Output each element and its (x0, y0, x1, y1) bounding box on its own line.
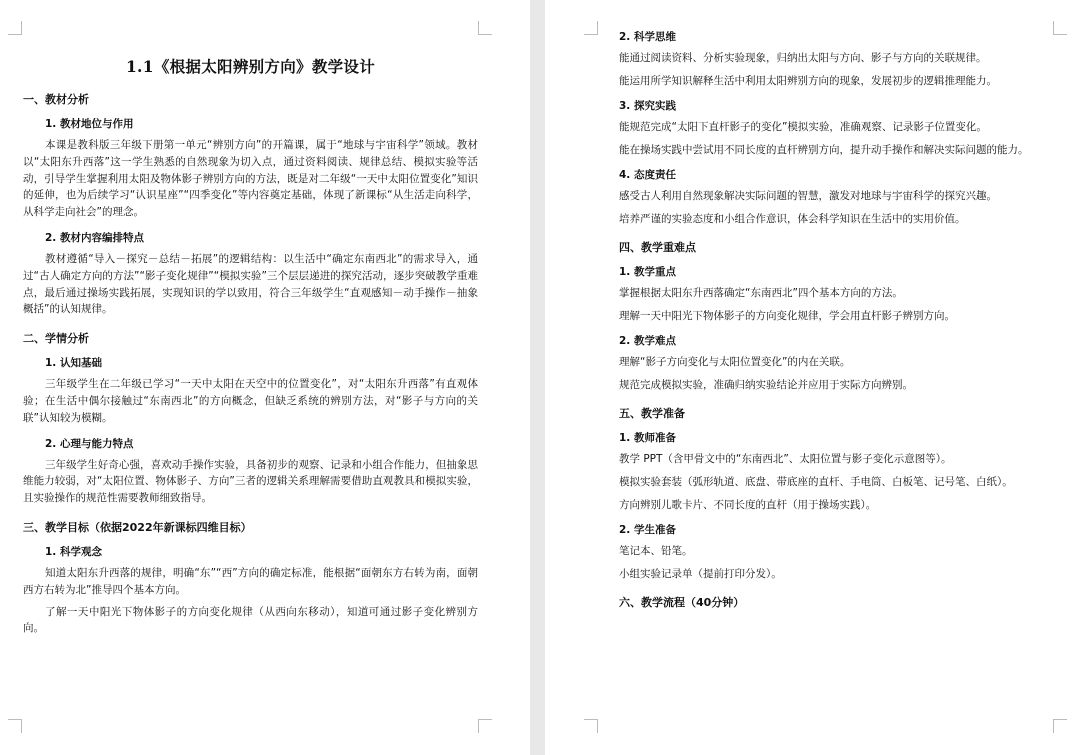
text-line: 理解一天中阳光下物体影子的方向变化规律，学会用直杆影子辨别方向。 (619, 310, 955, 322)
paragraph: 知道太阳东升西落的规律，明确“东”“西”方向的确定标准，能根据“面朝东方右转为南，面朝西方右转为北”推导四个基本方向。 (23, 566, 478, 596)
text-line: 能在操场实践中尝试用不同长度的直杆辨别方向，提升动手操作和解决实际问题的能力。 (619, 144, 1029, 156)
section-heading: 四、教学重难点 (619, 241, 696, 254)
text-line: 理解“影子方向变化与太阳位置变化”的内在关联。 (619, 356, 851, 368)
text-line: 笔记本、铅笔。 (619, 545, 693, 557)
paragraph: 本课是教科版三年级下册第一单元“辨别方向”的开篇课，属于“地球与宇宙科学”领域。教材以“太阳东升西落”这一学生熟悉的自然现象为切入点，通过资料阅读、规律总结、模拟实验等活动，引导学生掌握利用太阳及物体影子辨别方向的方法，既是对二年级“一天中太阳位置变化”知识的延伸，也为后续学习“认识星座”“四季变化”等内容奠定基础，体现了新课标“从生活走向科学，从科学走向社会”的理念。 (23, 139, 478, 219)
document-title: 1.1《根据太阳辨别方向》教学设计 (125, 57, 376, 76)
page-corner-mark (584, 21, 598, 35)
document-page-right (545, 0, 1080, 755)
paragraph: 了解一天中阳光下物体影子的方向变化规律（从西向东移动），知道可通过影子变化辨别方向。 (23, 605, 478, 635)
page-corner-mark (8, 719, 22, 733)
text-line: 规范完成模拟实验，准确归纳实验结论并应用于实际方向辨别。 (619, 379, 913, 391)
page-corner-mark (1053, 21, 1067, 35)
paragraph: 三年级学生好奇心强，喜欢动手操作实验，具备初步的观察、记录和小组合作能力，但抽象思维能力较弱，对“太阳位置、物体影子、方向”三者的逻辑关系理解需要借助直观教具和模拟实验，且实验操作的规范性需要教师细致指导。 (23, 458, 478, 505)
section-heading: 五、教学准备 (619, 407, 685, 420)
subsection-heading: 3. 探究实践 (619, 100, 676, 112)
subsection-heading: 1. 教师准备 (619, 432, 676, 444)
text-line: 能规范完成“太阳下直杆影子的变化”模拟实验，准确观察、记录影子位置变化。 (619, 121, 987, 133)
text-line: 方向辨别儿歌卡片、不同长度的直杆（用于操场实践）。 (619, 499, 877, 511)
page-corner-mark (478, 21, 492, 35)
subsection-heading: 2. 心理与能力特点 (45, 437, 134, 450)
subsection-heading: 1. 教材地位与作用 (45, 118, 134, 130)
section-heading: 六、教学流程（40分钟） (619, 596, 745, 609)
text-line: 感受古人利用自然现象解决实际问题的智慧，激发对地球与宇宙科学的探究兴趣。 (619, 190, 997, 202)
subsection-heading: 2. 学生准备 (619, 524, 676, 536)
subsection-heading: 1. 认知基础 (45, 357, 102, 370)
section-heading: 二、学情分析 (23, 332, 89, 346)
subsection-heading: 4. 态度责任 (619, 169, 676, 181)
page-corner-mark (478, 719, 492, 733)
page-corner-mark (1053, 719, 1067, 733)
page-corner-mark (584, 719, 598, 733)
text-line: 小组实验记录单（提前打印分发）。 (619, 568, 782, 580)
paragraph: 三年级学生在二年级已学习“一天中太阳在天空中的位置变化”，对“太阳东升西落”有直观体验；在生活中偶尔接触过“东南西北”的方向概念，但缺乏系统的辨别方法，对“影子与方向的关联”认知较为模糊。 (23, 378, 478, 424)
page-corner-mark (8, 21, 22, 35)
subsection-heading: 1. 教学重点 (619, 266, 676, 278)
page-content (23, 0, 478, 637)
text-line: 能通过阅读资料、分析实验现象，归纳出太阳与方向、影子与方向的关联规律。 (619, 52, 987, 64)
section-heading: 一、教材分析 (23, 93, 89, 106)
text-line: 能运用所学知识解释生活中利用太阳辨别方向的现象，发展初步的逻辑推理能力。 (619, 75, 997, 87)
subsection-heading: 1. 科学观念 (45, 545, 102, 558)
document-page-left (0, 0, 530, 755)
text-line: 培养严谨的实验态度和小组合作意识，体会科学知识在生活中的实用价值。 (619, 213, 966, 225)
text-line: 模拟实验套装（弧形轨道、底盘、带底座的直杆、手电筒、白板笔、记号笔、白纸）。 (619, 476, 1013, 488)
section-heading: 三、教学目标（依据2022年新课标四维目标） (23, 520, 252, 534)
subsection-heading: 2. 教学难点 (619, 335, 676, 347)
paragraph: 教材遵循“导入－探究－总结－拓展”的逻辑结构：以生活中“确定东南西北”的需求导入，通过“古人确定方向的方法”“影子变化规律”“模拟实验”三个层层递进的探究活动，逐步突破教学重难点，最后通过操场实践拓展，实现知识的学以致用，符合三年级学生“直观感知－动手操作－抽象概括”的认知规律。 (23, 252, 478, 316)
subsection-heading: 2. 科学思维 (619, 31, 676, 43)
page-content (598, 29, 1048, 619)
text-line: 教学 PPT（含甲骨文中的“东南西北”、太阳位置与影子变化示意图等）。 (619, 453, 952, 465)
subsection-heading: 2. 教材内容编排特点 (45, 231, 144, 244)
text-line: 掌握根据太阳东升西落确定“东南西北”四个基本方向的方法。 (619, 287, 903, 299)
